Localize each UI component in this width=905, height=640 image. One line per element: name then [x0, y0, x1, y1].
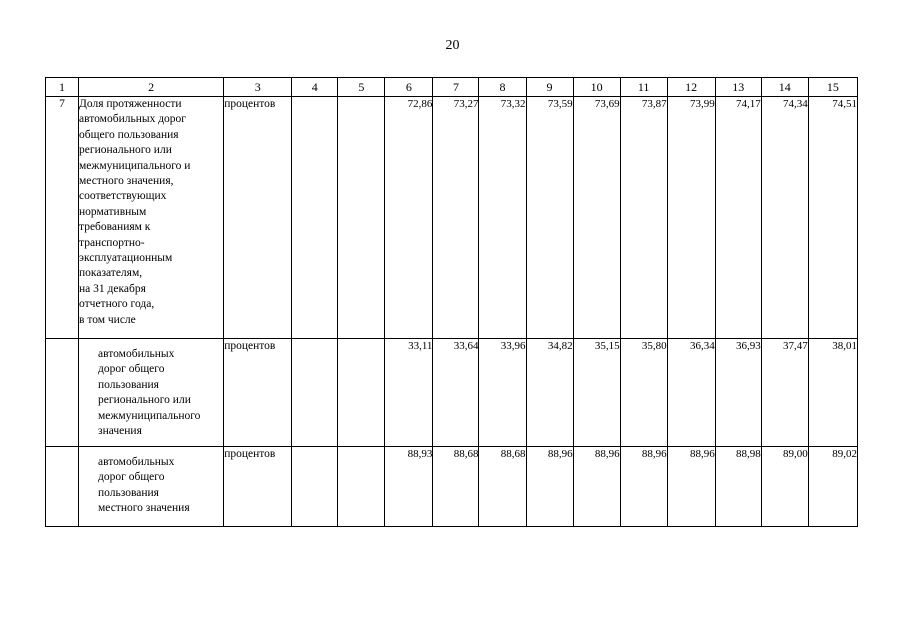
indicator-table	[45, 77, 858, 527]
value-cell: 73,59	[526, 97, 573, 339]
column-header: 13	[715, 78, 761, 97]
indicator-name-line: отчетного года,	[79, 298, 155, 311]
column-header: 2	[79, 78, 224, 97]
value-cell: 34,82	[526, 339, 573, 447]
column-header: 12	[667, 78, 715, 97]
value-cell: 74,17	[715, 97, 761, 339]
indicator-name-line: местного значения	[98, 502, 190, 515]
value-cell: 89,02	[808, 447, 857, 527]
value-cell: 88,96	[620, 447, 667, 527]
column-header: 4	[292, 78, 338, 97]
value-cell: 33,11	[385, 339, 433, 447]
indicator-name-line: местного значения,	[79, 175, 174, 188]
value-cell: 73,99	[667, 97, 715, 339]
value-cell: 33,64	[433, 339, 479, 447]
indicator-name-line: дорог общего	[98, 363, 165, 376]
value-cell: 88,93	[385, 447, 433, 527]
indicator-name	[79, 447, 224, 527]
table-row	[46, 97, 858, 339]
unit-cell: процентов	[224, 97, 292, 339]
indicator-name	[79, 97, 224, 339]
column-header: 10	[573, 78, 620, 97]
indicator-name-line: в том числе	[79, 313, 136, 326]
value-cell: 74,51	[808, 97, 857, 339]
table-row	[46, 339, 858, 447]
unit-cell: процентов	[224, 447, 292, 527]
indicator-name	[79, 339, 224, 447]
value-cell: 88,96	[573, 447, 620, 527]
col5-cell	[338, 97, 385, 339]
column-header: 15	[808, 78, 857, 97]
indicator-name-line: пользования	[98, 378, 159, 391]
value-cell: 73,32	[479, 97, 526, 339]
page-number: 20	[445, 38, 460, 53]
value-cell: 73,69	[573, 97, 620, 339]
col4-cell	[292, 97, 338, 339]
value-cell: 73,87	[620, 97, 667, 339]
indicator-name-line: регионального или	[79, 144, 172, 157]
value-cell: 88,68	[479, 447, 526, 527]
col4-cell	[292, 339, 338, 447]
indicator-name-line: межмуниципального	[98, 409, 201, 422]
indicator-name-line: пользования	[98, 486, 159, 499]
value-cell: 37,47	[761, 339, 808, 447]
column-header: 14	[761, 78, 808, 97]
row-number	[46, 339, 79, 447]
indicator-name-line: транспортно-	[79, 236, 145, 249]
value-cell: 73,27	[433, 97, 479, 339]
column-header: 6	[385, 78, 433, 97]
column-number-row	[46, 78, 858, 97]
indicator-name-line: Доля протяженности	[79, 98, 182, 110]
row-number: 7	[46, 97, 79, 339]
column-header: 3	[224, 78, 292, 97]
value-cell: 35,80	[620, 339, 667, 447]
indicator-name-line: на 31 декабря	[79, 282, 146, 295]
indicator-name-line: автомобильных	[98, 456, 175, 468]
indicator-name-line: эксплуатационным	[79, 252, 173, 265]
indicator-name-line: дорог общего	[98, 471, 165, 484]
column-header: 1	[46, 78, 79, 97]
indicator-name-line: автомобильных	[98, 348, 175, 360]
column-header: 7	[433, 78, 479, 97]
column-header: 5	[338, 78, 385, 97]
unit-cell: процентов	[224, 339, 292, 447]
column-header: 9	[526, 78, 573, 97]
indicator-name-line: показателям,	[79, 267, 143, 280]
indicator-name-line: нормативным	[79, 205, 147, 218]
indicator-name-line: регионального или	[98, 394, 191, 407]
value-cell: 88,96	[526, 447, 573, 527]
indicator-name-line: значения	[98, 425, 142, 438]
row-number	[46, 447, 79, 527]
value-cell: 38,01	[808, 339, 857, 447]
col4-cell	[292, 447, 338, 527]
table-row	[46, 447, 858, 527]
value-cell: 88,96	[667, 447, 715, 527]
value-cell: 74,34	[761, 97, 808, 339]
value-cell: 36,34	[667, 339, 715, 447]
value-cell: 89,00	[761, 447, 808, 527]
indicator-name-line: общего пользования	[79, 128, 179, 141]
col5-cell	[338, 447, 385, 527]
value-cell: 72,86	[385, 97, 433, 339]
indicator-name-line: межмуниципального и	[79, 159, 191, 172]
column-header: 8	[479, 78, 526, 97]
column-header: 11	[620, 78, 667, 97]
indicator-name-line: автомобильных дорог	[79, 113, 187, 126]
indicator-name-line: соответствующих	[79, 190, 167, 203]
value-cell: 33,96	[479, 339, 526, 447]
value-cell: 35,15	[573, 339, 620, 447]
col5-cell	[338, 339, 385, 447]
value-cell: 88,68	[433, 447, 479, 527]
value-cell: 88,98	[715, 447, 761, 527]
indicator-name-line: требованиям к	[79, 221, 151, 234]
value-cell: 36,93	[715, 339, 761, 447]
